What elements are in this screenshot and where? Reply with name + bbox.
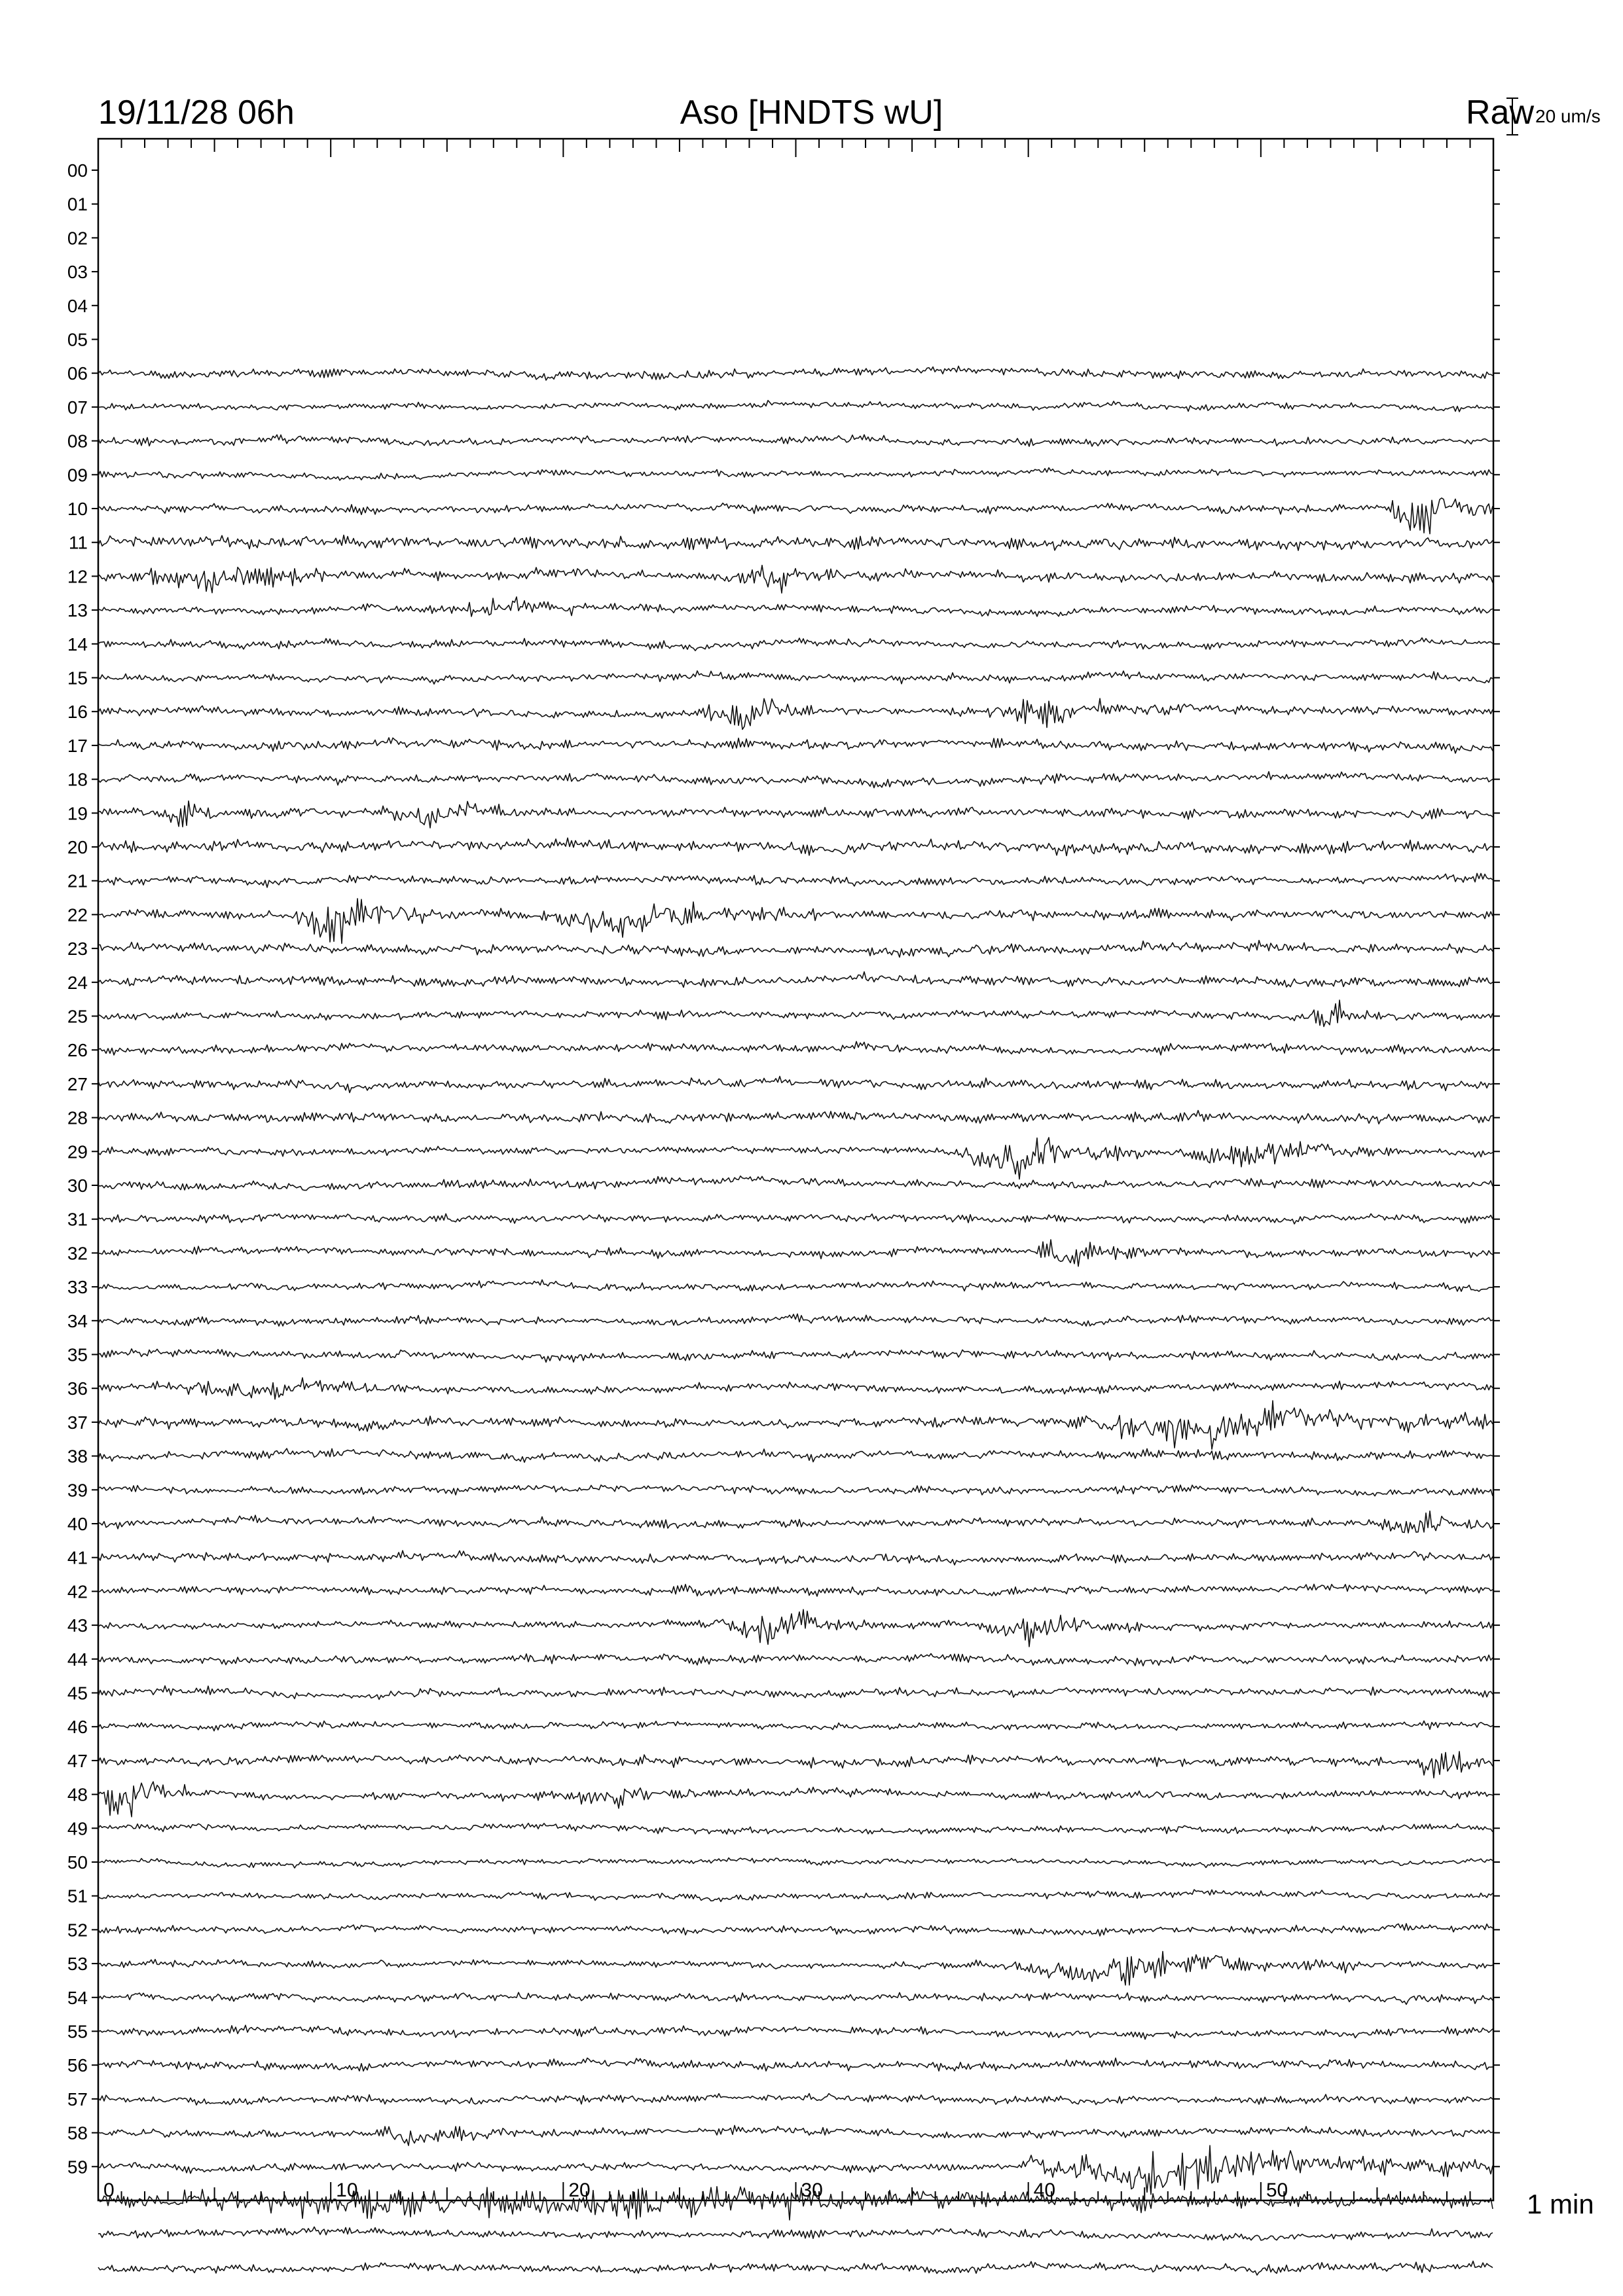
seismic-trace	[98, 1448, 1493, 1462]
row-label: 53	[67, 1954, 88, 1975]
seismic-trace	[98, 941, 1493, 958]
row-label: 18	[67, 769, 88, 790]
row-label: 28	[67, 1107, 88, 1128]
seismic-trace	[98, 1378, 1493, 1399]
row-label: 13	[67, 600, 88, 621]
seismic-trace	[98, 1751, 1493, 1778]
seismic-trace	[98, 1890, 1493, 1901]
seismic-trace	[98, 698, 1493, 729]
row-label: 14	[67, 634, 88, 655]
station-title: Aso [HNDTS wU]	[680, 94, 943, 132]
row-label: 46	[67, 1717, 88, 1738]
row-label: 07	[67, 397, 88, 418]
seismic-trace	[98, 1214, 1493, 1225]
plot-datetime: 19/11/28 06h	[98, 94, 295, 132]
plot-frame	[98, 139, 1493, 2200]
seismic-trace	[98, 1401, 1493, 1449]
row-label: 01	[67, 194, 88, 215]
seismic-trace	[98, 2227, 1493, 2240]
row-label: 06	[67, 363, 88, 384]
row-label: 12	[67, 566, 88, 587]
row-label: 56	[67, 2055, 88, 2076]
row-label: 23	[67, 939, 88, 960]
seismic-trace	[98, 2058, 1493, 2071]
seismic-trace	[98, 1138, 1493, 1179]
row-label: 57	[67, 2089, 88, 2109]
x-tick-label: 0	[103, 2179, 115, 2201]
row-label: 11	[68, 532, 88, 553]
seismic-trace	[98, 597, 1493, 617]
seismic-trace	[98, 873, 1493, 887]
row-label: 50	[67, 1852, 88, 1873]
seismic-trace	[98, 1585, 1493, 1596]
seismic-trace	[98, 1349, 1493, 1362]
row-label: 27	[67, 1073, 88, 1094]
row-label: 38	[67, 1446, 88, 1467]
row-label: 54	[67, 1987, 88, 2008]
seismic-trace	[98, 1511, 1493, 1533]
seismic-trace	[98, 401, 1493, 412]
seismic-trace	[98, 2094, 1493, 2106]
seismic-trace	[98, 1176, 1493, 1191]
row-label: 36	[67, 1378, 88, 1399]
y-axis-ticks	[92, 170, 1500, 2166]
row-label: 42	[67, 1581, 88, 1602]
row-label: 26	[67, 1040, 88, 1061]
plot-border	[98, 139, 1493, 2200]
row-label: 22	[67, 905, 88, 925]
seismic-trace	[98, 1858, 1493, 1868]
row-label: 41	[67, 1547, 88, 1568]
row-label: 08	[67, 431, 88, 452]
row-label: 58	[67, 2123, 88, 2144]
seismic-trace	[98, 1000, 1493, 1026]
row-label: 44	[67, 1649, 88, 1670]
row-label: 37	[67, 1412, 88, 1433]
row-label: 25	[67, 1006, 88, 1027]
x-tick-label: 40	[1033, 2179, 1056, 2201]
x-tick-labels	[103, 2179, 1288, 2201]
seismic-trace	[98, 2125, 1493, 2145]
row-label: 17	[67, 735, 88, 756]
seismic-trace	[98, 838, 1493, 855]
row-label: 55	[67, 2021, 88, 2042]
row-label: 03	[67, 262, 88, 283]
seismic-trace	[98, 1280, 1493, 1291]
seismic-trace	[98, 638, 1493, 651]
row-label: 47	[67, 1750, 88, 1771]
row-label: 00	[67, 160, 88, 181]
x-tick-label: 30	[801, 2179, 823, 2201]
row-label: 24	[67, 972, 88, 993]
row-label: 05	[67, 329, 88, 350]
seismic-trace	[98, 1609, 1493, 1647]
seismic-trace	[98, 1077, 1493, 1093]
seismic-trace	[98, 468, 1493, 480]
x-axis-unit-label: 1 min	[1527, 2189, 1594, 2219]
row-label: 39	[67, 1480, 88, 1501]
seismic-trace	[98, 498, 1493, 534]
seismic-trace	[98, 565, 1493, 593]
row-label: 49	[67, 1818, 88, 1839]
row-label: 29	[67, 1141, 88, 1162]
seismic-trace	[98, 899, 1493, 944]
seismic-trace	[98, 1992, 1493, 2004]
row-label: 43	[67, 1615, 88, 1636]
row-label: 51	[67, 1886, 88, 1907]
row-label: 04	[67, 295, 88, 316]
amplitude-scale-bar	[1506, 98, 1518, 135]
seismic-trace	[98, 671, 1493, 684]
seismic-trace	[98, 366, 1493, 380]
row-labels	[67, 160, 88, 2177]
row-label: 02	[67, 228, 88, 249]
row-label: 20	[67, 837, 88, 857]
row-label: 34	[67, 1310, 88, 1331]
seismic-trace	[98, 1485, 1493, 1496]
row-label: 10	[67, 499, 88, 519]
seismic-trace	[98, 1952, 1493, 1985]
x-axis-ticks	[98, 139, 1493, 2200]
seismic-trace	[98, 1041, 1493, 1055]
mode-label: Raw	[1465, 94, 1534, 132]
seismic-traces	[98, 366, 1493, 2275]
seismic-trace	[98, 1686, 1493, 1700]
seismic-trace	[98, 2261, 1493, 2275]
amplitude-scale-label: 20 um/s	[1535, 106, 1601, 126]
seismic-trace	[98, 772, 1493, 788]
row-label: 40	[67, 1514, 88, 1534]
seismic-trace	[98, 972, 1493, 988]
seismic-trace	[98, 2025, 1493, 2039]
seismic-trace	[98, 1314, 1493, 1327]
row-label: 32	[67, 1243, 88, 1264]
x-tick-label: 50	[1266, 2179, 1288, 2201]
row-label: 19	[67, 803, 88, 824]
row-label: 48	[67, 1784, 88, 1805]
row-label: 16	[67, 702, 88, 723]
row-label: 35	[67, 1344, 88, 1365]
seismic-trace	[98, 738, 1493, 753]
row-label: 30	[67, 1175, 88, 1196]
x-tick-label: 10	[336, 2179, 358, 2201]
seismic-trace	[98, 1721, 1493, 1731]
row-label: 33	[67, 1277, 88, 1298]
seismic-trace	[98, 1654, 1493, 1666]
row-label: 15	[67, 668, 88, 689]
seismic-trace	[98, 535, 1493, 550]
seismic-trace	[98, 1782, 1493, 1817]
row-label: 09	[67, 465, 88, 486]
row-label: 21	[67, 870, 88, 891]
row-label: 59	[67, 2157, 88, 2178]
seismic-trace	[98, 435, 1493, 446]
seismic-trace	[98, 801, 1493, 828]
seismic-trace	[98, 1240, 1493, 1266]
row-label: 31	[67, 1209, 88, 1230]
row-label: 45	[67, 1683, 88, 1704]
seismic-trace	[98, 1111, 1493, 1124]
seismic-trace	[98, 1551, 1493, 1565]
x-tick-label: 20	[568, 2179, 591, 2201]
row-label: 52	[67, 1920, 88, 1941]
seismic-trace	[98, 1924, 1493, 1936]
seismic-trace	[98, 1823, 1493, 1835]
